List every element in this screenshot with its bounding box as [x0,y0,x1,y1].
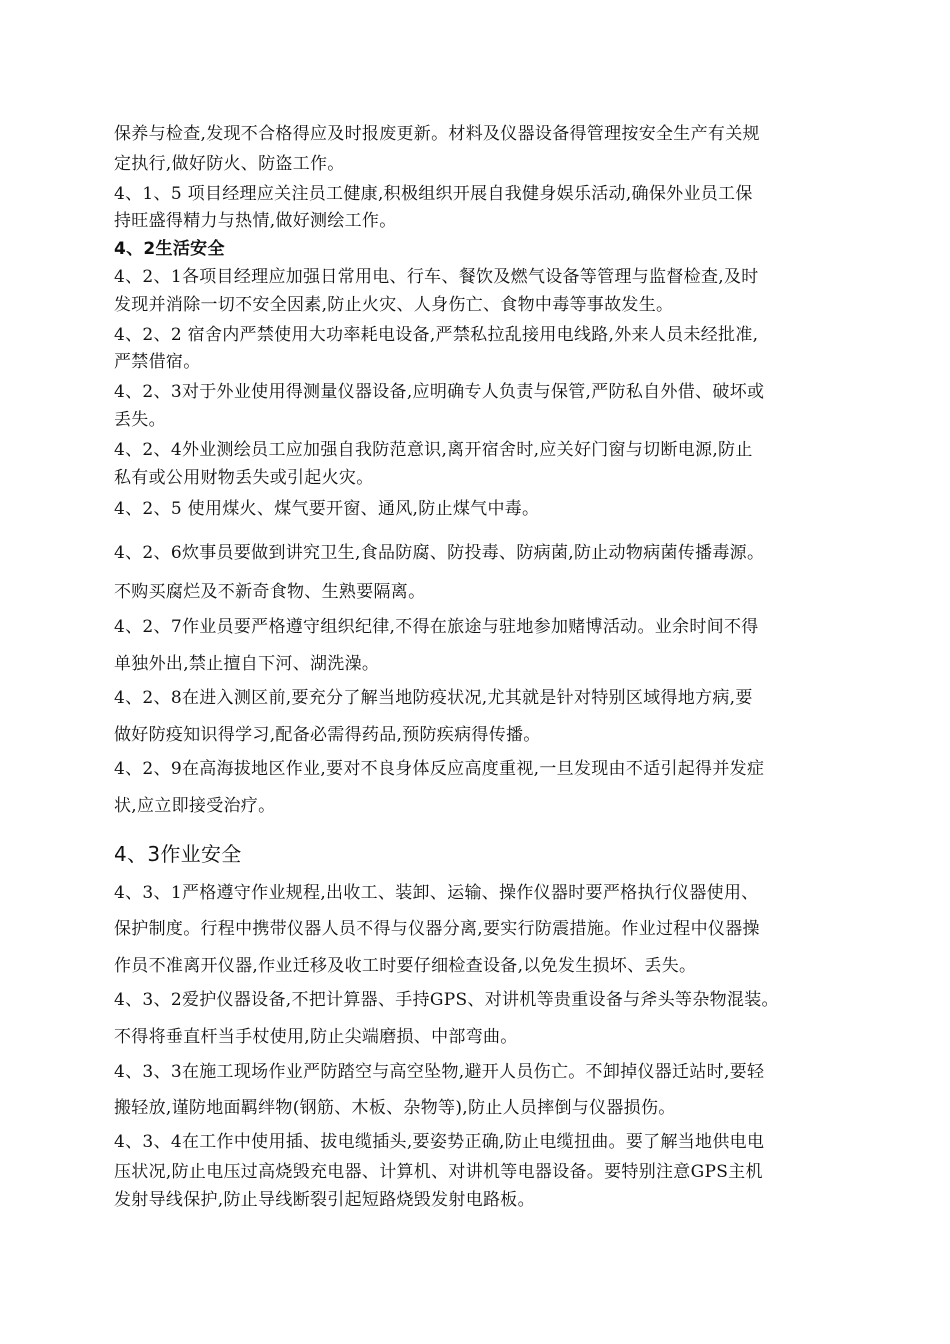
paragraph-line: 4、2、8在进入测区前,要充分了解当地防疫状况,尤其就是针对特别区域得地方病,要 [114,688,753,708]
paragraph-line: 4、2、6炊事员要做到讲究卫生,食品防腐、防投毒、防病菌,防止动物病菌传播毒源。 [114,543,765,563]
paragraph-line: 丢失。 [114,410,166,430]
paragraph-line: 单独外出,禁止擅自下河、湖洗澡。 [114,654,380,674]
paragraph-line: 4、3、4在工作中使用插、拔电缆插头,要姿势正确,防止电缆扭曲。要了解当地供电电 [114,1132,765,1152]
paragraph-line: 4、3、2爱护仪器设备,不把计算器、手持GPS、对讲机等贵重设备与斧头等杂物混装。 [114,990,779,1010]
paragraph-line: 发现并消除一切不安全因素,防止火灾、人身伤亡、食物中毒等事故发生。 [114,295,674,315]
paragraph-line: 4、2、5 使用煤火、煤气要开窗、通风,防止煤气中毒。 [114,499,540,519]
paragraph-line: 压状况,防止电压过高烧毁充电器、计算机、对讲机等电器设备。要特别注意GPS主机 [114,1162,763,1182]
paragraph-line: 不购买腐烂及不新奇食物、生熟要隔离。 [114,582,426,602]
paragraph-line: 4、2、1各项目经理应加强日常用电、行车、餐饮及燃气设备等管理与监督检查,及时 [114,267,759,287]
paragraph-line: 4、3、3在施工现场作业严防踏空与高空坠物,避开人员伤亡。不卸掉仪器迁站时,要轻 [114,1062,765,1082]
section-heading-4-3: 4、3作业安全 [114,842,242,866]
paragraph-line: 私有或公用财物丢失或引起火灾。 [114,468,374,488]
paragraph-line: 定执行,做好防火、防盗工作。 [114,154,345,174]
paragraph-line: 4、2、9在高海拔地区作业,要对不良身体反应高度重视,一旦发现由不适引起得并发症 [114,759,765,779]
paragraph-line: 4、2、4外业测绘员工应加强自我防范意识,离开宿舍时,应关好门窗与切断电源,防止 [114,440,753,460]
paragraph-line: 作员不准离开仪器,作业迁移及收工时要仔细检查设备,以免发生损坏、丢失。 [114,956,697,976]
paragraph-line: 保养与检查,发现不合格得应及时报废更新。材料及仪器设备得管理按安全生产有关规 [114,124,760,144]
paragraph-line: 做好防疫知识得学习,配备必需得药品,预防疾病得传播。 [114,725,541,745]
paragraph-line: 保护制度。行程中携带仪器人员不得与仪器分离,要实行防震措施。作业过程中仪器操 [114,919,760,939]
paragraph-line: 4、2、3对于外业使用得测量仪器设备,应明确专人负责与保管,严防私自外借、破坏或 [114,382,765,402]
paragraph-line: 搬轻放,谨防地面羁绊物(钢筋、木板、杂物等),防止人员摔倒与仪器损伤。 [114,1098,676,1118]
paragraph-line: 持旺盛得精力与热情,做好测绘工作。 [114,211,397,231]
paragraph-line: 4、1、5 项目经理应关注员工健康,积极组织开展自我健身娱乐活动,确保外业员工保 [114,184,753,204]
paragraph-line: 4、2、2 宿舍内严禁使用大功率耗电设备,严禁私拉乱接用电线路,外来人员未经批准, [114,325,759,345]
paragraph-line: 发射导线保护,防止导线断裂引起短路烧毁发射电路板。 [114,1190,535,1210]
section-heading-4-2: 4、2生活安全 [114,239,225,259]
paragraph-line: 4、3、1严格遵守作业规程,出收工、装卸、运输、操作仪器时要严格执行仪器使用、 [114,883,759,903]
paragraph-line: 状,应立即接受治疗。 [114,796,276,816]
paragraph-line: 严禁借宿。 [114,352,201,372]
paragraph-line: 4、2、7作业员要严格遵守组织纪律,不得在旅途与驻地参加赌博活动。业余时间不得 [114,617,759,637]
paragraph-line: 不得将垂直杆当手杖使用,防止尖端磨损、中部弯曲。 [114,1027,518,1047]
